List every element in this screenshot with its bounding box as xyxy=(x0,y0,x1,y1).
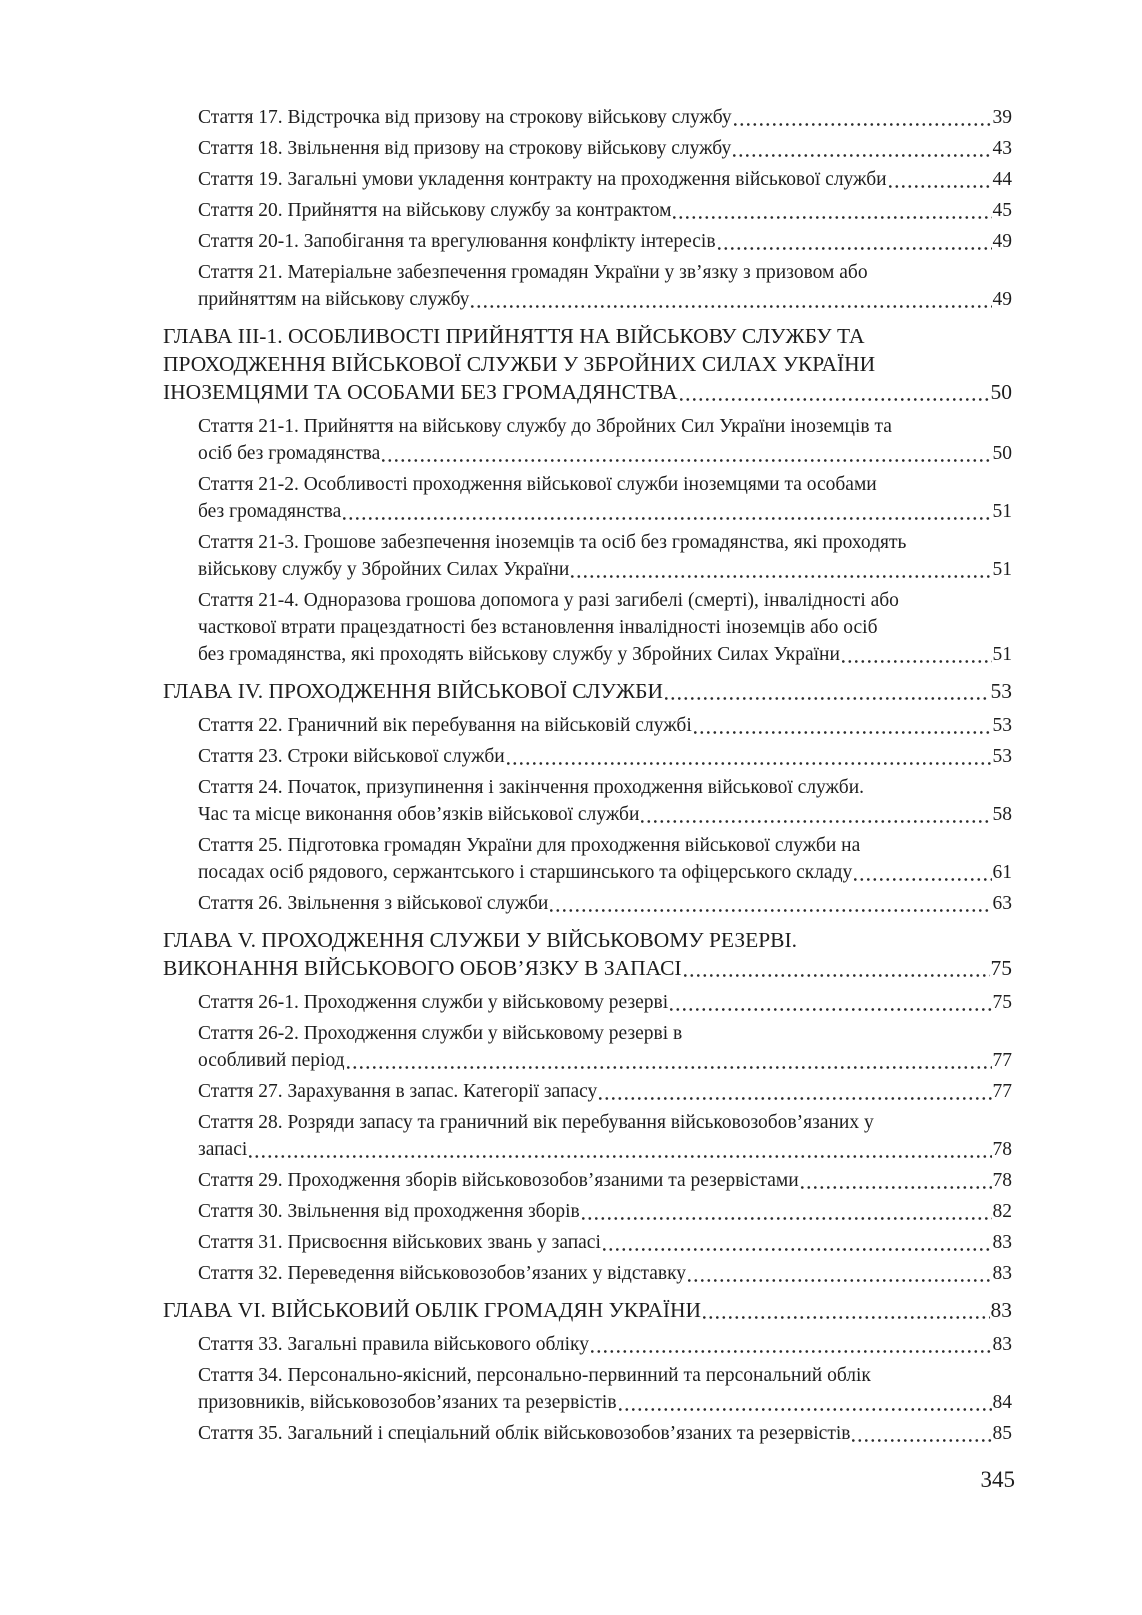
dot-leader xyxy=(688,1279,991,1282)
toc-page-number: 63 xyxy=(992,893,1012,914)
toc-entry-line: Стаття 21-4. Одноразова грошова допомога у разі загибелі (смерті), інвалідності або xyxy=(198,590,899,611)
toc-article-entry xyxy=(163,1078,1012,1105)
toc-article-entry xyxy=(163,832,1012,886)
toc-entry-title: Стаття 26. Звільнення з військової служби xyxy=(198,893,549,914)
toc-article-entry xyxy=(163,712,1012,739)
toc-entry-title: Час та місце виконання обов’язків військової служби xyxy=(198,804,640,825)
toc-entry-title: Стаття 27. Зарахування в запас. Категорії запасу xyxy=(198,1081,598,1102)
toc-page-number: 51 xyxy=(992,644,1012,665)
dot-leader xyxy=(343,517,991,520)
toc-page-number: 53 xyxy=(992,715,1012,736)
toc-page-number: 50 xyxy=(990,380,1012,404)
toc-list xyxy=(163,104,1012,1447)
toc-page-number: 61 xyxy=(992,862,1012,883)
toc-entry-line xyxy=(198,801,1012,828)
toc-article-entry xyxy=(163,743,1012,770)
dot-leader xyxy=(684,974,990,977)
toc-entry-line xyxy=(198,1389,1012,1416)
toc-page-number: 83 xyxy=(992,1334,1012,1355)
toc-entry-title: ВИКОНАННЯ ВІЙСЬКОВОГО ОБОВ’ЯЗКУ В ЗАПАСІ xyxy=(163,956,682,980)
toc-article-entry xyxy=(163,104,1012,131)
toc-chapter-entry xyxy=(163,926,1012,982)
toc-page xyxy=(163,100,1012,1451)
toc-entry-title: Стаття 22. Граничний вік перебування на військовій службі xyxy=(198,715,692,736)
toc-entry-line xyxy=(198,890,1012,917)
toc-article-entry xyxy=(163,197,1012,224)
toc-page-number: 84 xyxy=(992,1392,1012,1413)
toc-article-entry xyxy=(163,1229,1012,1256)
toc-page-number: 75 xyxy=(990,956,1012,980)
toc-entry-line: Стаття 25. Підготовка громадян України для проходження військової служби на xyxy=(198,835,861,856)
toc-entry-line xyxy=(198,712,1012,739)
toc-article-entry xyxy=(163,1020,1012,1074)
toc-page-number: 83 xyxy=(992,1263,1012,1284)
toc-entry-title: без громадянства xyxy=(198,501,342,522)
toc-entry-line: Стаття 21-3. Грошове забезпечення іноземців та осіб без громадянства, які проходять xyxy=(198,532,907,553)
toc-article-entry xyxy=(163,1167,1012,1194)
dot-leader xyxy=(619,1408,992,1411)
dot-leader xyxy=(249,1155,991,1158)
toc-entry-line xyxy=(198,197,1012,224)
toc-entry-line xyxy=(198,1260,1012,1287)
toc-entry-line: Стаття 21. Матеріальне забезпечення громадян України у зв’язку з призовом або xyxy=(198,262,868,283)
dot-leader xyxy=(347,1066,992,1069)
dot-leader xyxy=(734,123,992,126)
toc-article-entry xyxy=(163,989,1012,1016)
toc-page-number: 43 xyxy=(992,138,1012,159)
dot-leader xyxy=(842,660,992,663)
toc-entry-title: Стаття 29. Проходження зборів військовозобов’язаними та резервістами xyxy=(198,1170,799,1191)
toc-entry-title: Стаття 35. Загальний і спеціальний облік військовозобов’язаних та резервістів xyxy=(198,1423,851,1444)
toc-entry-line xyxy=(163,954,1012,982)
dot-leader xyxy=(665,697,990,700)
toc-entry-title: ГЛАВА IV. ПРОХОДЖЕННЯ ВІЙСЬКОВОЇ СЛУЖБИ xyxy=(163,679,663,703)
dot-leader xyxy=(599,1097,991,1100)
dot-leader xyxy=(603,1248,992,1251)
toc-entry-title: Стаття 20. Прийняття на військову службу за контрактом xyxy=(198,200,672,221)
toc-entry-line xyxy=(198,1331,1012,1358)
toc-entry-line: Стаття 21-2. Особливості проходження військової служби іноземцями та особами xyxy=(198,474,877,495)
dot-leader xyxy=(733,154,991,157)
toc-chapter-entry xyxy=(163,1296,1012,1324)
toc-article-entry xyxy=(163,1331,1012,1358)
toc-page-number: 50 xyxy=(992,443,1012,464)
dot-leader xyxy=(382,459,991,462)
dot-leader xyxy=(571,575,991,578)
toc-entry-line xyxy=(198,641,1012,668)
toc-article-entry xyxy=(163,1109,1012,1163)
toc-page-number: 75 xyxy=(992,992,1012,1013)
dot-leader xyxy=(854,878,991,881)
toc-entry-line: часткової втрати працездатності без встановлення інвалідності іноземців або осіб xyxy=(198,617,878,638)
toc-entry-title: ІНОЗЕМЦЯМИ ТА ОСОБАМИ БЕЗ ГРОМАДЯНСТВА xyxy=(163,380,678,404)
toc-entry-line xyxy=(198,228,1012,255)
toc-entry-line xyxy=(198,1167,1012,1194)
toc-page-number: 53 xyxy=(990,679,1012,703)
dot-leader xyxy=(591,1350,992,1353)
toc-page-number: 85 xyxy=(992,1423,1012,1444)
toc-entry-line xyxy=(198,1420,1012,1447)
dot-leader xyxy=(852,1439,991,1442)
toc-article-entry xyxy=(163,471,1012,525)
toc-article-entry xyxy=(163,413,1012,467)
dot-leader xyxy=(694,731,992,734)
toc-entry-title: прийняттям на військову службу xyxy=(198,289,470,310)
toc-entry-title: Стаття 18. Звільнення від призову на строкову військову службу xyxy=(198,138,732,159)
dot-leader xyxy=(641,820,991,823)
toc-entry-line: Стаття 24. Початок, призупинення і закінчення проходження військової служби. xyxy=(198,777,864,798)
toc-entry-line: Стаття 26-2. Проходження служби у військовому резерві в xyxy=(198,1023,683,1044)
toc-article-entry xyxy=(163,529,1012,583)
dot-leader xyxy=(718,247,992,250)
toc-entry-title: Стаття 23. Строки військової служби xyxy=(198,746,505,767)
toc-entry-line xyxy=(198,166,1012,193)
toc-article-entry xyxy=(163,228,1012,255)
toc-article-entry xyxy=(163,587,1012,668)
toc-entry-line xyxy=(198,135,1012,162)
toc-entry-line: ГЛАВА V. ПРОХОДЖЕННЯ СЛУЖБИ У ВІЙСЬКОВОМУ РЕЗЕРВІ. xyxy=(163,928,798,952)
folio-page-number: 345 xyxy=(980,1467,1015,1492)
toc-page-number: 58 xyxy=(992,804,1012,825)
toc-entry-line xyxy=(198,556,1012,583)
toc-entry-line xyxy=(198,989,1012,1016)
toc-entry-line: Стаття 21-1. Прийняття на військову службу до Збройних Сил України іноземців та xyxy=(198,416,892,437)
toc-entry-title: військову службу у Збройних Силах України xyxy=(198,559,570,580)
dot-leader xyxy=(582,1217,992,1220)
toc-entry-line xyxy=(198,1229,1012,1256)
toc-entry-line: ГЛАВА III-1. ОСОБЛИВОСТІ ПРИЙНЯТТЯ НА ВІЙСЬКОВУ СЛУЖБУ ТА xyxy=(163,324,865,348)
dot-leader xyxy=(471,305,991,308)
toc-entry-line xyxy=(198,104,1012,131)
toc-article-entry xyxy=(163,135,1012,162)
toc-entry-line xyxy=(198,1078,1012,1105)
toc-entry-title: Стаття 20-1. Запобігання та врегулювання конфлікту інтересів xyxy=(198,231,716,252)
toc-entry-line xyxy=(163,677,1012,705)
toc-article-entry xyxy=(163,774,1012,828)
dot-leader xyxy=(680,398,990,401)
toc-entry-line xyxy=(198,1047,1012,1074)
toc-article-entry xyxy=(163,259,1012,313)
toc-entry-line: Стаття 34. Персонально-якісний, персонально-первинний та персональний облік xyxy=(198,1365,871,1386)
toc-entry-line xyxy=(198,743,1012,770)
dot-leader xyxy=(703,1316,989,1319)
toc-page-number: 51 xyxy=(992,559,1012,580)
dot-leader xyxy=(673,216,991,219)
toc-entry-line xyxy=(198,1198,1012,1225)
toc-entry-title: Стаття 26-1. Проходження служби у військовому резерві xyxy=(198,992,669,1013)
dot-leader xyxy=(550,909,991,912)
toc-entry-line xyxy=(198,859,1012,886)
dot-leader xyxy=(670,1008,991,1011)
toc-page-number: 78 xyxy=(992,1170,1012,1191)
toc-article-entry xyxy=(163,890,1012,917)
toc-entry-line xyxy=(198,498,1012,525)
toc-page-number: 39 xyxy=(992,107,1012,128)
toc-article-entry xyxy=(163,1260,1012,1287)
toc-entry-title: особливий період xyxy=(198,1050,345,1071)
toc-entry-title: призовників, військовозобов’язаних та резервістів xyxy=(198,1392,617,1413)
toc-article-entry xyxy=(163,166,1012,193)
toc-page-number: 77 xyxy=(992,1050,1012,1071)
toc-article-entry xyxy=(163,1198,1012,1225)
toc-page-number: 49 xyxy=(992,289,1012,310)
toc-entry-title: Стаття 31. Присвоєння військових звань у запасі xyxy=(198,1232,601,1253)
toc-entry-title: Стаття 19. Загальні умови укладення контракту на проходження військової служби xyxy=(198,169,887,190)
toc-entry-line xyxy=(198,1136,1012,1163)
toc-entry-line xyxy=(198,440,1012,467)
toc-page-number: 53 xyxy=(992,746,1012,767)
dot-leader xyxy=(507,762,992,765)
toc-entry-line: ПРОХОДЖЕННЯ ВІЙСЬКОВОЇ СЛУЖБИ У ЗБРОЙНИХ СИЛАХ УКРАЇНИ xyxy=(163,352,876,376)
toc-article-entry xyxy=(163,1420,1012,1447)
toc-chapter-entry xyxy=(163,322,1012,406)
toc-entry-title: Стаття 33. Загальні правила військового обліку xyxy=(198,1334,589,1355)
toc-entry-title: запасі xyxy=(198,1139,248,1160)
toc-entry-line xyxy=(198,286,1012,313)
toc-entry-title: Стаття 17. Відстрочка від призову на строкову військову службу xyxy=(198,107,732,128)
toc-article-entry xyxy=(163,1362,1012,1416)
toc-page-number: 83 xyxy=(992,1232,1012,1253)
dot-leader xyxy=(889,185,992,188)
toc-entry-title: ГЛАВА VI. ВІЙСЬКОВИЙ ОБЛІК ГРОМАДЯН УКРАЇНИ xyxy=(163,1298,702,1322)
toc-page-number: 44 xyxy=(992,169,1012,190)
dot-leader xyxy=(801,1186,992,1189)
toc-page-number: 78 xyxy=(992,1139,1012,1160)
toc-page-number: 77 xyxy=(992,1081,1012,1102)
toc-entry-title: посадах осіб рядового, сержантського і старшинського та офіцерського складу xyxy=(198,862,853,883)
toc-chapter-entry xyxy=(163,677,1012,705)
toc-entry-title: Стаття 32. Переведення військовозобов’язаних у відставку xyxy=(198,1263,687,1284)
toc-page-number: 49 xyxy=(992,231,1012,252)
toc-entry-line xyxy=(163,1296,1012,1324)
toc-entry-line xyxy=(163,378,1012,406)
toc-entry-line: Стаття 28. Розряди запасу та граничний вік перебування військовозобов’язаних у xyxy=(198,1112,874,1133)
toc-entry-title: осіб без громадянства xyxy=(198,443,381,464)
toc-page-number: 45 xyxy=(992,200,1012,221)
toc-page-number: 82 xyxy=(992,1201,1012,1222)
toc-page-number: 83 xyxy=(990,1298,1012,1322)
toc-entry-title: Стаття 30. Звільнення від проходження зборів xyxy=(198,1201,580,1222)
toc-entry-title: без громадянства, які проходять військову службу у Збройних Силах України xyxy=(198,644,840,665)
toc-page-number: 51 xyxy=(992,501,1012,522)
